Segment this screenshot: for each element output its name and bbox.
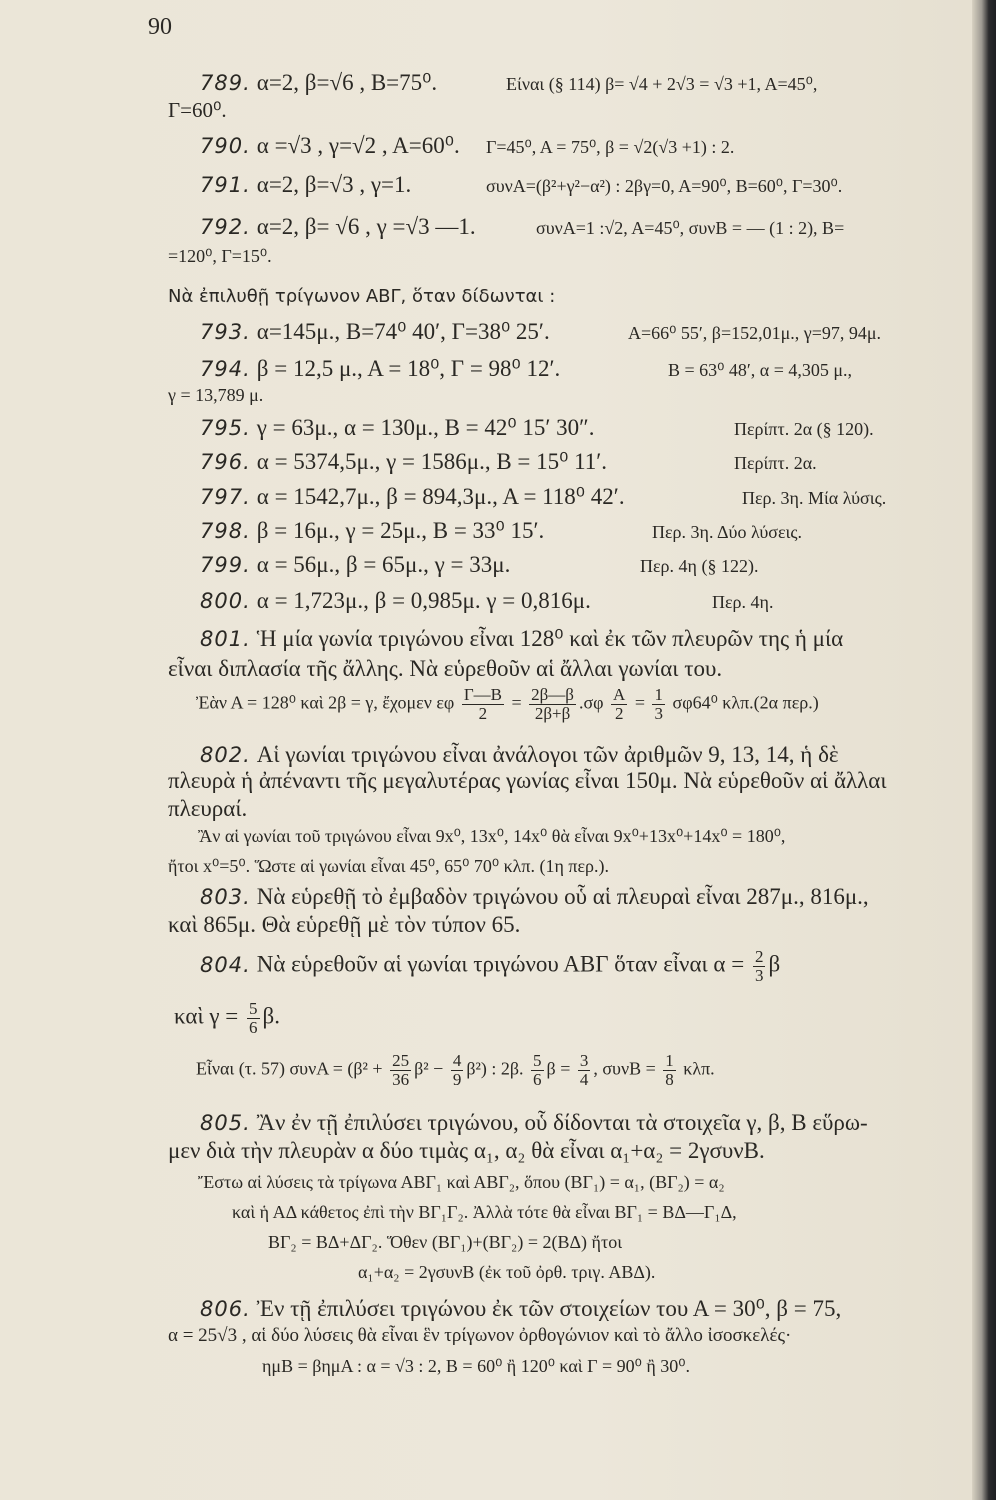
problem-795 [200,415,594,441]
solution-text: κλπ. [683,1058,715,1079]
problem-805 [200,1110,868,1136]
problem-number: 797. [200,485,251,509]
problem-text: Νὰ εὑρεθῇ τὸ ἐμβαδὸν τριγώνου οὗ αἱ πλευραὶ εἶναι 287μ., 816μ., [256,884,869,909]
problem-number: 796. [200,450,251,474]
problem-805-solution: Ἔστω αἱ λύσεις τὰ τρίγωνα ΑΒΓ₁ καὶ ΑΒΓ₂, ὅπου (ΒΓ₁) = α₁, (ΒΓ₂) = α₂ [198,1172,725,1192]
page-gutter-edge [972,0,996,1500]
problem-790-solution: Γ=45⁰, Α = 75⁰, β = √2(√3 +1) : 2. [486,137,735,157]
problem-text: α = 56μ., β = 65μ., γ = 33μ. [256,552,511,577]
problem-text: α = 1,723μ., β = 0,985μ. γ = 0,816μ. [256,588,591,613]
solution-text: , συνΒ = [593,1058,656,1079]
problem-802-text-cont2: πλευραί. [168,796,248,821]
problem-number: 801. [200,627,251,651]
problem-number: 799. [200,553,251,577]
problem-806-solution: ημΒ = βημΑ : α = √3 : 2, Β = 60⁰ ἢ 120⁰ καὶ Γ = 90⁰ ἢ 30⁰. [262,1356,691,1376]
fraction [247,1000,260,1037]
problem-number: 789. [200,71,251,95]
problem-805-text-cont: μεν διὰ τὴν πλευρὰν α δύο τιμὰς α₁, α₂ θὰ εἶναι α₁+α₂ = 2γσυνΒ. [168,1138,765,1163]
problem-799-solution: Περ. 4η (§ 122). [640,556,759,576]
problem-802-solution: Ἂν αἱ γωνίαι τοῦ τριγώνου εἶναι 9x⁰, 13x⁰, 14x⁰ θὰ εἶναι 9x⁰+13x⁰+14x⁰ = 180⁰, [198,826,786,846]
problem-789-solution: Είναι (§ 114) β= √4 + 2√3 = √3 +1, Α=45⁰, [506,74,818,94]
problem-804-solution [196,1052,715,1089]
problem-text: β. [262,1003,280,1029]
problem-number: 804. [200,952,251,977]
solution-text: Ἐὰν Α = 128⁰ καὶ 2β = γ, ἔχομεν εφ [196,692,455,713]
problem-792-solution-cont: =120⁰, Γ=15⁰. [168,246,272,266]
denominator: 6 [249,1017,258,1037]
problem-text: α=2, β= √6 , γ =√3 —1. [256,214,476,239]
denominator: 3 [654,703,663,723]
denominator: 36 [392,1069,410,1089]
problem-802-solution-cont: ἤτοι x⁰=5⁰. Ὥστε αἱ γωνίαι εἶναι 45⁰, 65⁰ 70⁰ κλπ. (1η περ.). [168,856,609,876]
problem-text: Αἱ γωνίαι τριγώνου εἶναι ἀνάλογοι τῶν ἀριθμῶν 9, 13, 14, ἡ δὲ [256,742,839,767]
numerator: 5 [249,999,258,1018]
fraction [611,686,627,723]
problem-802-text-cont: πλευρὰ ἡ ἀπέναντι τῆς μεγαλυτέρας γωνίας εἶναι 150μ. Νὰ εὑρεθοῦν αἱ ἄλλαι [168,768,887,793]
fraction [652,686,665,723]
problem-794-solution-cont: γ = 13,789 μ. [168,385,264,405]
fraction [578,1052,591,1089]
problem-number: 790. [200,134,251,158]
problem-793-solution: Α=66⁰ 55′, β=152,01μ., γ=97, 94μ. [628,323,882,343]
problem-text: α=2, β=√3 , γ=1. [256,172,412,197]
solution-text: β²) : 2β. [466,1058,524,1079]
fraction [462,686,504,723]
solution-text: β² − [414,1058,444,1079]
problem-text: β = 16μ., γ = 25μ., Β = 33⁰ 15′. [256,518,545,543]
numerator: 2 [754,947,764,966]
problem-801 [200,626,843,652]
problem-text: Ἂν ἐν τῇ ἐπιλύσει τριγώνου, οὗ δίδονται τὰ στοιχεῖα γ, β, Β εὕρω- [256,1110,868,1135]
problem-802 [200,742,839,768]
equals: = [634,692,645,713]
problem-798 [200,518,544,544]
problem-806 [200,1296,841,1322]
problem-800-solution: Περ. 4η. [712,592,774,612]
problem-text: Ἐν τῇ ἐπιλύσει τριγώνου ἐκ τῶν στοιχείων του Α = 30⁰, β = 75, [256,1296,842,1321]
problem-number: 800. [200,589,251,613]
problem-number: 792. [200,215,251,239]
problem-790 [200,133,460,159]
problem-number: 794. [200,357,251,381]
denominator: 4 [579,1069,589,1089]
solution-text: σφ64⁰ κλπ.(2α περ.) [672,692,819,713]
problem-794 [200,356,560,382]
problem-797 [200,484,625,510]
problem-number: 798. [200,519,251,543]
problem-number: 805. [200,1111,251,1135]
numerator: 4 [452,1051,462,1070]
problem-791 [200,172,411,198]
problem-text: α=145μ., Β=74⁰ 40′, Γ=38⁰ 25′. [256,319,550,344]
problem-number: 803. [200,885,251,909]
problem-789 [200,70,437,96]
problem-text: α=2, β=√6 , Β=75⁰. [256,70,438,95]
problem-806-text-cont: α = 25√3 , αἱ δύο λύσεις θὰ εἶναι ἓν τρίγωνον ὀρθογώνιον καὶ τὸ ἄλλο ἰσοσκελές· [168,1325,792,1346]
solution-text: β = [546,1058,571,1079]
fraction [753,948,766,985]
problem-805-solution-3: ΒΓ₂ = ΒΔ+ΔΓ₂. Ὅθεν (ΒΓ₁)+(ΒΓ₂) = 2(ΒΔ) ἤτοι [268,1232,623,1252]
problem-text: β [768,951,781,977]
problem-text: β = 12,5 μ., Α = 18⁰, Γ = 98⁰ 12′. [256,356,561,381]
equals: = [511,692,522,713]
denominator: 6 [533,1069,542,1089]
problem-793 [200,319,550,345]
denominator: 2 [614,703,624,723]
denominator: 8 [665,1069,674,1089]
problem-number: 802. [200,743,251,767]
problem-792 [200,214,476,240]
numerator: 3 [579,1051,589,1070]
numerator: Γ—Β [463,685,502,704]
problem-797-solution: Περ. 3η. Μία λύσις. [742,488,887,508]
fraction [531,1052,544,1089]
section-heading: Νὰ ἐπιλυθῇ τρίγωνον ΑΒΓ, ὅταν δίδωνται : [168,286,556,307]
problem-791-solution: συνΑ=(β²+γ²−α²) : 2βγ=0, Α=90⁰, Β=60⁰, Γ=30⁰. [486,176,843,196]
problem-number: 795. [200,416,251,440]
problem-789-solution-cont: Γ=60⁰. [168,98,227,122]
problem-792-solution: συνΑ=1 :√2, Α=45⁰, συνΒ = — (1 : 2), Β= [536,218,845,238]
denominator: 2β+β [534,703,571,723]
problem-number: 806. [200,1297,251,1321]
problem-number: 793. [200,320,251,344]
solution-text: .σφ [578,692,604,713]
problem-798-solution: Περ. 3η. Δύο λύσεις. [652,522,802,542]
solution-text: Εἶναι (τ. 57) συνΑ = (β² + [196,1058,383,1079]
fraction [390,1052,411,1089]
denominator: 3 [754,965,764,985]
problem-text: α = 1542,7μ., β = 894,3μ., Α = 118⁰ 42′. [256,484,625,509]
problem-text: Νὰ εὑρεθοῦν αἱ γωνίαι τριγώνου ΑΒΓ ὅταν εἶναι α = [256,951,745,977]
numerator: Α [613,685,626,704]
problem-text: α =√3 , γ=√2 , Α=60⁰. [256,133,460,158]
problem-804 [200,948,780,985]
problem-number: 791. [200,173,251,197]
problem-text: καὶ γ = [174,1003,239,1029]
problem-796 [200,449,607,475]
problem-803-text-cont: καὶ 865μ. Θὰ εὑρεθῇ μὲ τὸν τύπον 65. [168,912,521,937]
problem-804-text-cont [174,1000,280,1037]
denominator: 2 [478,703,488,723]
problem-805-solution-2: καὶ ἡ ΑΔ κάθετος ἐπὶ τὴν ΒΓ₁Γ₂. Ἀλλὰ τότε θὰ εἶναι ΒΓ₁ = ΒΔ—Γ₁Δ, [232,1202,737,1222]
problem-799 [200,552,510,578]
numerator: 1 [654,685,663,704]
fraction [663,1052,676,1089]
problem-text: α = 5374,5μ., γ = 1586μ., Β = 15⁰ 11′. [256,449,608,474]
problem-795-solution: Περίπτ. 2α (§ 120). [734,419,874,439]
problem-803 [200,884,869,910]
problem-801-solution [196,686,819,723]
problem-794-solution: Β = 63⁰ 48′, α = 4,305 μ., [668,360,853,380]
fraction [529,686,576,723]
problem-text: γ = 63μ., α = 130μ., Β = 42⁰ 15′ 30″. [256,415,595,440]
numerator: 25 [392,1051,410,1070]
numerator: 1 [665,1051,674,1070]
denominator: 9 [452,1069,462,1089]
problem-796-solution: Περίπτ. 2α. [734,453,817,473]
problem-text: Ἡ μία γωνία τριγώνου εἶναι 128⁰ καὶ ἐκ τῶν πλευρῶν της ἡ μία [256,626,844,651]
problem-800 [200,588,591,614]
numerator: 5 [533,1051,542,1070]
page-number: 90 [148,14,172,40]
problem-805-solution-4: α₁+α₂ = 2γσυνΒ (ἐκ τοῦ ὀρθ. τριγ. ΑΒΔ). [358,1262,656,1282]
fraction [451,1052,464,1089]
numerator: 2β—β [531,685,574,704]
problem-801-text-cont: εἶναι διπλασία τῆς ἄλλης. Νὰ εὑρεθοῦν αἱ ἄλλαι γωνίαι του. [168,656,723,681]
